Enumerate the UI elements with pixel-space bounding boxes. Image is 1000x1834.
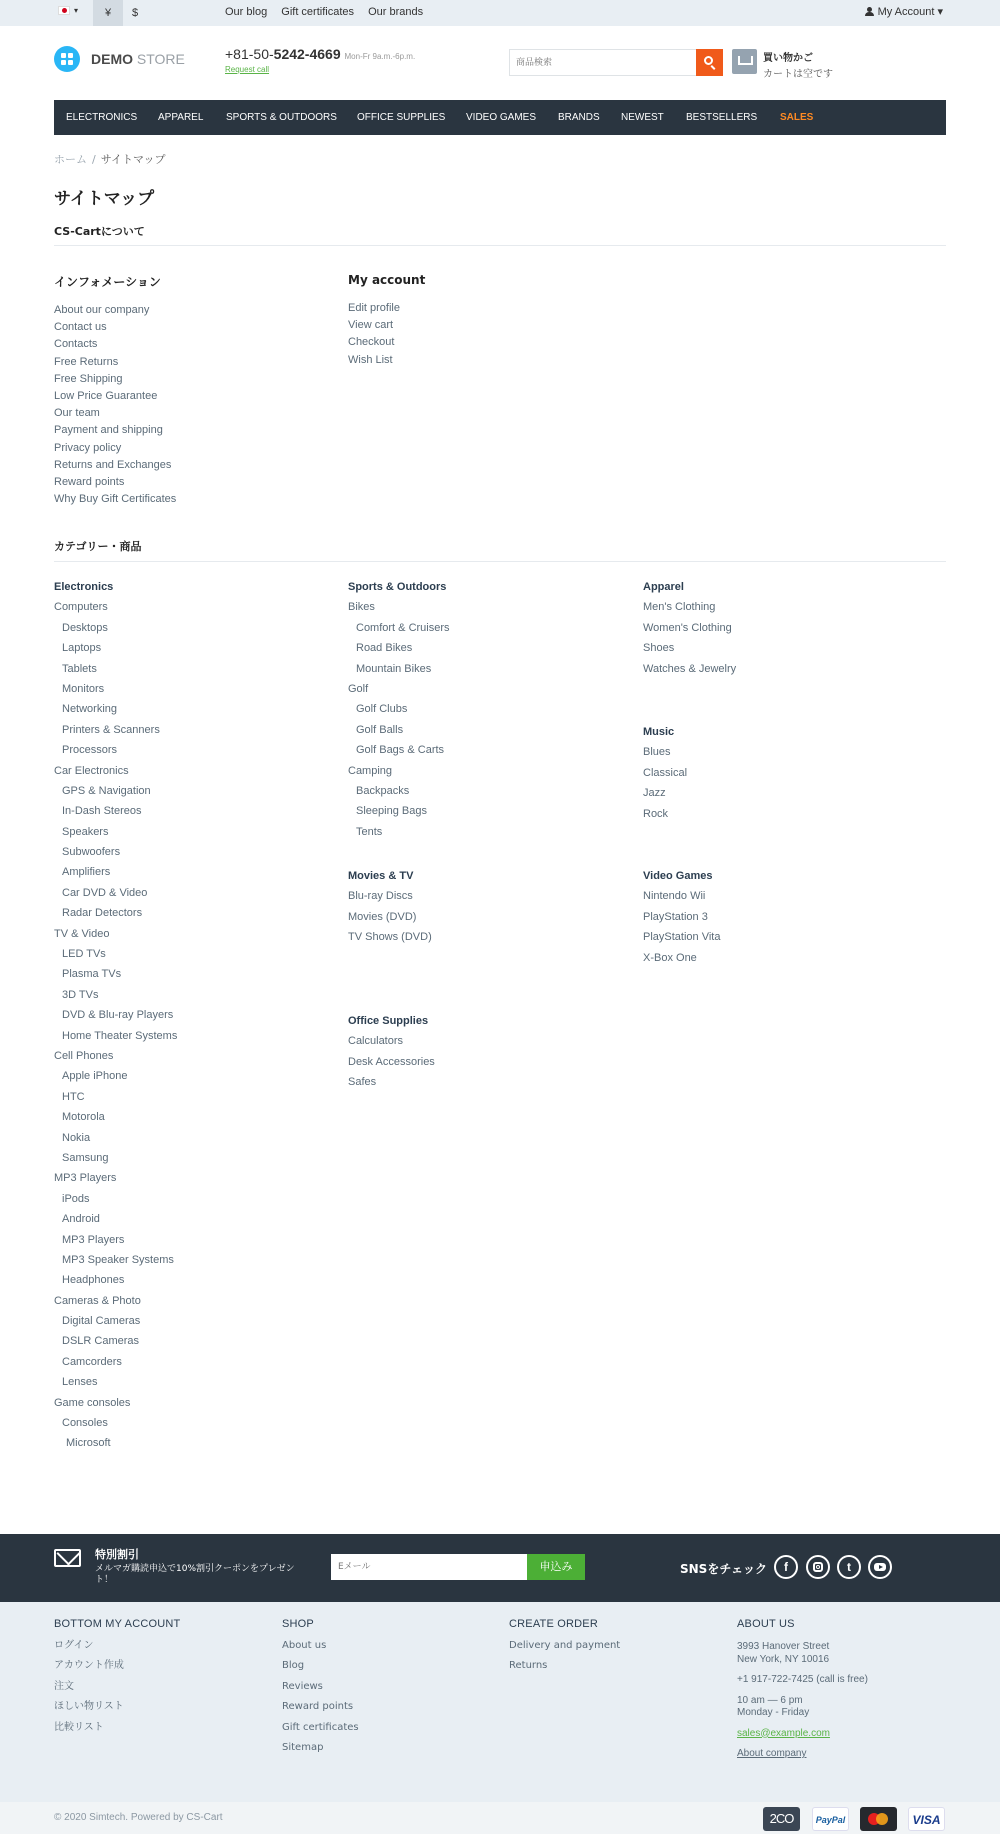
category-link[interactable]: Computers: [54, 601, 108, 614]
footer-heading: CREATE ORDER: [509, 1618, 598, 1630]
account-link[interactable]: View cart: [348, 319, 394, 332]
twitter-icon[interactable]: t: [837, 1555, 861, 1579]
nav-apparel[interactable]: APPAREL: [158, 112, 204, 123]
currency-yen[interactable]: ¥: [93, 0, 123, 26]
category-link[interactable]: Laptops: [62, 642, 102, 655]
phone-prefix: +81-50-: [225, 46, 274, 62]
cart-status: カートは空です: [763, 69, 833, 80]
cart-icon: [732, 49, 757, 74]
account-link[interactable]: Checkout: [348, 336, 395, 349]
category-link[interactable]: Processors: [62, 744, 118, 757]
footer-col-shop: [282, 1618, 359, 1758]
category-link[interactable]: PlayStation Vita: [643, 931, 721, 944]
link-gift-certificates[interactable]: Gift certificates: [281, 6, 355, 18]
my-account-title: My account: [348, 273, 426, 287]
nav-electronics[interactable]: ELECTRONICS: [66, 112, 138, 123]
breadcrumb-separator: /: [92, 153, 96, 166]
category-video-games: [643, 866, 720, 968]
nav-bestsellers[interactable]: BESTSELLERS: [686, 112, 758, 123]
category-link[interactable]: Blues: [643, 746, 671, 759]
category-link[interactable]: Golf Bags & Carts: [356, 744, 445, 757]
logo-text-light: STORE: [136, 51, 185, 67]
category-link[interactable]: Watches & Jewelry: [643, 662, 737, 675]
category-link[interactable]: Women's Clothing: [643, 621, 732, 634]
footer-link[interactable]: Delivery and payment: [509, 1640, 621, 1651]
category-link[interactable]: Game consoles: [54, 1396, 131, 1409]
account-link[interactable]: Wish List: [348, 353, 393, 366]
footer-heading: SHOP: [282, 1618, 314, 1630]
footer-link[interactable]: Reward points: [282, 1701, 354, 1713]
category-link[interactable]: Monitors: [62, 682, 105, 695]
footer-col-about: [737, 1618, 868, 1769]
breadcrumb: [54, 151, 166, 167]
category-link[interactable]: X-Box One: [643, 951, 697, 964]
category-link[interactable]: TV & Video: [54, 927, 110, 940]
footer-col-account: [54, 1618, 180, 1738]
info-links: [54, 302, 176, 508]
divider: [54, 245, 946, 246]
nav-brands[interactable]: BRANDS: [558, 112, 600, 123]
category-heading-link[interactable]: Music: [643, 726, 675, 738]
hours-line: 10 am — 6 pm: [737, 1694, 803, 1706]
info-link[interactable]: Low Price Guarantee: [54, 390, 158, 403]
category-link[interactable]: Mountain Bikes: [356, 662, 432, 675]
category-link[interactable]: Samsung: [62, 1151, 109, 1164]
category-office: [348, 1011, 435, 1093]
info-link[interactable]: Returns and Exchanges: [54, 458, 172, 471]
category-link[interactable]: Road Bikes: [356, 642, 413, 655]
category-link[interactable]: Camcorders: [62, 1355, 122, 1368]
footer-email-link[interactable]: sales@example.com: [737, 1727, 830, 1739]
category-link[interactable]: Motorola: [62, 1111, 105, 1124]
category-link[interactable]: Desktops: [62, 621, 108, 634]
nav-sales[interactable]: SALES: [780, 112, 814, 123]
breadcrumb-current: サイトマップ: [100, 153, 166, 166]
category-link[interactable]: Backpacks: [356, 784, 410, 797]
category-link[interactable]: Android: [62, 1213, 100, 1226]
my-account-label: My Account ▾: [877, 6, 943, 18]
footer-link[interactable]: About us: [282, 1640, 327, 1651]
category-link[interactable]: DVD & Blu-ray Players: [62, 1009, 174, 1022]
category-heading-link[interactable]: Apparel: [643, 581, 684, 593]
category-link[interactable]: LED TVs: [62, 948, 106, 961]
search-input[interactable]: [510, 50, 694, 75]
info-link[interactable]: Reward points: [54, 476, 125, 489]
footer-link[interactable]: ほしい物リスト: [54, 1701, 124, 1713]
nav-newest[interactable]: NEWEST: [621, 112, 664, 123]
copyright: © 2020 Simtech. Powered by CS-Cart: [54, 1812, 223, 1823]
category-link[interactable]: Lenses: [62, 1376, 98, 1389]
footer-link[interactable]: ログイン: [54, 1640, 94, 1651]
category-link[interactable]: Calculators: [348, 1035, 404, 1048]
phone-number: 5242-4669: [273, 46, 341, 62]
footer-link[interactable]: Returns: [509, 1660, 548, 1672]
section-title-categories: カテゴリー・商品: [54, 540, 142, 553]
category-electronics: [54, 577, 177, 1454]
category-link[interactable]: Headphones: [62, 1274, 125, 1287]
breadcrumb-home[interactable]: ホーム: [54, 153, 87, 166]
mastercard-icon: [860, 1807, 897, 1831]
cart-title: 買い物かご: [763, 53, 813, 64]
category-link[interactable]: Printers & Scanners: [62, 723, 160, 736]
info-link[interactable]: Free Shipping: [54, 372, 123, 385]
category-music: [643, 722, 687, 824]
footer: [0, 1602, 1000, 1802]
category-heading-link[interactable]: Sports & Outdoors: [348, 581, 447, 593]
footer-heading: ABOUT US: [737, 1618, 795, 1630]
subscribe-button[interactable]: 申込み: [527, 1554, 585, 1580]
category-link[interactable]: Nokia: [62, 1131, 91, 1144]
category-link[interactable]: Rock: [643, 807, 669, 820]
nav-video-games[interactable]: VIDEO GAMES: [466, 112, 537, 123]
category-link[interactable]: In-Dash Stereos: [62, 805, 142, 818]
footer-address: [737, 1641, 868, 1666]
category-link[interactable]: Nintendo Wii: [643, 890, 706, 903]
category-link[interactable]: Plasma TVs: [62, 968, 122, 981]
info-link[interactable]: Why Buy Gift Certificates: [54, 493, 177, 506]
category-link[interactable]: 3D TVs: [62, 988, 99, 1001]
category-apparel: [643, 577, 736, 679]
link-our-brands[interactable]: Our brands: [368, 6, 424, 18]
nav-office-supplies[interactable]: OFFICE SUPPLIES: [357, 112, 446, 123]
phone-block: [225, 46, 415, 74]
category-link[interactable]: Shoes: [643, 642, 675, 655]
footer-link[interactable]: Reviews: [282, 1680, 323, 1692]
category-link[interactable]: PlayStation 3: [643, 910, 708, 923]
category-link[interactable]: Tents: [356, 825, 383, 838]
search-button[interactable]: [696, 49, 723, 76]
info-link[interactable]: Our team: [54, 407, 100, 420]
bottom-bar: [0, 1802, 1000, 1834]
phone-hours: Mon-Fr 9a.m.-6p.m.: [344, 52, 416, 61]
footer-heading: BOTTOM MY ACCOUNT: [54, 1618, 181, 1630]
category-link[interactable]: Cameras & Photo: [54, 1294, 141, 1307]
category-link[interactable]: Cell Phones: [54, 1049, 114, 1062]
category-link[interactable]: Desk Accessories: [348, 1055, 435, 1068]
category-link[interactable]: Men's Clothing: [643, 601, 716, 614]
youtube-icon[interactable]: [868, 1555, 892, 1579]
address-line: 3993 Hanover Street: [737, 1641, 830, 1652]
info-link[interactable]: Contact us: [54, 321, 107, 334]
top-links: [225, 0, 434, 24]
currency-dollar[interactable]: $: [132, 7, 139, 19]
category-heading-link[interactable]: Office Supplies: [348, 1015, 429, 1027]
link-our-blog[interactable]: Our blog: [225, 6, 268, 18]
info-link[interactable]: Free Returns: [54, 355, 119, 368]
category-link[interactable]: Subwoofers: [62, 846, 121, 859]
info-title: インフォメーション: [54, 275, 161, 289]
category-link[interactable]: iPods: [62, 1192, 90, 1205]
category-link[interactable]: TV Shows (DVD): [348, 931, 432, 944]
newsletter-title: 特別割引: [95, 1548, 139, 1561]
category-link[interactable]: Home Theater Systems: [62, 1029, 178, 1042]
info-link[interactable]: Privacy policy: [54, 441, 122, 454]
category-link[interactable]: Movies (DVD): [348, 910, 417, 923]
info-link[interactable]: Payment and shipping: [54, 424, 163, 437]
about-company-link[interactable]: About company: [737, 1748, 807, 1759]
category-link[interactable]: Microsoft: [66, 1437, 111, 1450]
info-link[interactable]: About our company: [54, 304, 150, 316]
request-call-link[interactable]: Request call: [225, 65, 270, 74]
category-link[interactable]: Golf: [348, 682, 369, 695]
top-bar: [0, 0, 1000, 26]
category-sports: [348, 577, 450, 842]
category-link[interactable]: Golf Balls: [356, 723, 404, 736]
account-links: [348, 300, 400, 369]
address-line: New York, NY 10016: [737, 1653, 830, 1665]
instagram-icon[interactable]: [806, 1555, 830, 1579]
category-link[interactable]: Blu-ray Discs: [348, 890, 413, 903]
section-title-about: CS-Cartについて: [54, 225, 145, 238]
category-heading-link[interactable]: Movies & TV: [348, 870, 414, 882]
visa-icon: VISA: [908, 1807, 945, 1831]
category-link[interactable]: DSLR Cameras: [62, 1335, 140, 1348]
category-link[interactable]: MP3 Players: [54, 1172, 117, 1185]
account-link[interactable]: Edit profile: [348, 302, 400, 314]
facebook-icon[interactable]: f: [774, 1555, 798, 1579]
header: [0, 26, 1000, 100]
category-link[interactable]: Digital Cameras: [62, 1315, 141, 1328]
category-link[interactable]: Bikes: [348, 601, 375, 614]
category-heading-link[interactable]: Video Games: [643, 870, 713, 882]
envelope-icon: [54, 1549, 81, 1567]
category-link[interactable]: Safes: [348, 1076, 377, 1089]
newsletter-text: メルマガ購読申込で10%割引クーポンをプレゼント！: [95, 1564, 295, 1585]
japan-flag-icon[interactable]: [58, 6, 70, 15]
page-title: サイトマップ: [54, 189, 155, 209]
footer-phone: +1 917-722-7425 (call is free): [737, 1674, 868, 1685]
sns-label: SNSをチェック: [680, 1562, 767, 1576]
logo-text-bold: DEMO: [91, 51, 133, 67]
footer-link[interactable]: Gift certificates: [282, 1721, 359, 1733]
footer-hours: [737, 1695, 868, 1720]
category-link[interactable]: Camping: [348, 764, 393, 777]
search-icon: [704, 56, 713, 65]
category-link[interactable]: Classical: [643, 766, 688, 779]
category-link[interactable]: Comfort & Cruisers: [356, 621, 450, 634]
search-box: [509, 49, 723, 76]
category-link[interactable]: Sleeping Bags: [356, 805, 427, 818]
category-link[interactable]: MP3 Players: [62, 1233, 125, 1246]
caret-down-icon[interactable]: ▾: [74, 6, 79, 15]
footer-link[interactable]: Sitemap: [282, 1742, 324, 1754]
category-link[interactable]: Tablets: [62, 662, 97, 675]
2checkout-icon: 2CO: [763, 1807, 800, 1831]
info-link[interactable]: Contacts: [54, 338, 98, 351]
category-link[interactable]: Jazz: [643, 787, 666, 800]
footer-link[interactable]: Blog: [282, 1660, 305, 1672]
email-input[interactable]: [331, 1554, 527, 1580]
category-link[interactable]: Speakers: [62, 825, 109, 838]
nav-sports-outdoors[interactable]: SPORTS & OUTDOORS: [226, 112, 337, 123]
category-link[interactable]: Car Electronics: [54, 764, 129, 777]
divider: [54, 561, 946, 562]
user-icon: [865, 7, 874, 16]
category-link[interactable]: Car DVD & Video: [62, 886, 148, 899]
paypal-icon: PayPal: [812, 1807, 849, 1831]
category-link[interactable]: HTC: [62, 1090, 85, 1103]
category-link[interactable]: Radar Detectors: [62, 907, 143, 920]
category-link[interactable]: Amplifiers: [62, 866, 111, 879]
my-account-menu[interactable]: [865, 0, 943, 24]
newsletter-band: [0, 1534, 1000, 1602]
category-heading-link[interactable]: Electronics: [54, 581, 114, 593]
footer-link[interactable]: 比較リスト: [54, 1721, 104, 1733]
footer-link[interactable]: アカウント作成: [54, 1660, 124, 1672]
category-link[interactable]: Consoles: [62, 1417, 108, 1430]
category-link[interactable]: Apple iPhone: [62, 1070, 128, 1083]
logo-mark-icon: [54, 46, 80, 72]
category-link[interactable]: GPS & Navigation: [62, 784, 151, 797]
footer-link[interactable]: 注文: [54, 1680, 74, 1692]
category-movies: [348, 866, 432, 948]
main-navigation: [54, 100, 946, 135]
category-link[interactable]: MP3 Speaker Systems: [62, 1253, 174, 1266]
category-link[interactable]: Networking: [62, 703, 118, 716]
hours-line: Monday - Friday: [737, 1707, 810, 1718]
footer-col-order: [509, 1618, 620, 1677]
category-link[interactable]: Golf Clubs: [356, 703, 408, 716]
